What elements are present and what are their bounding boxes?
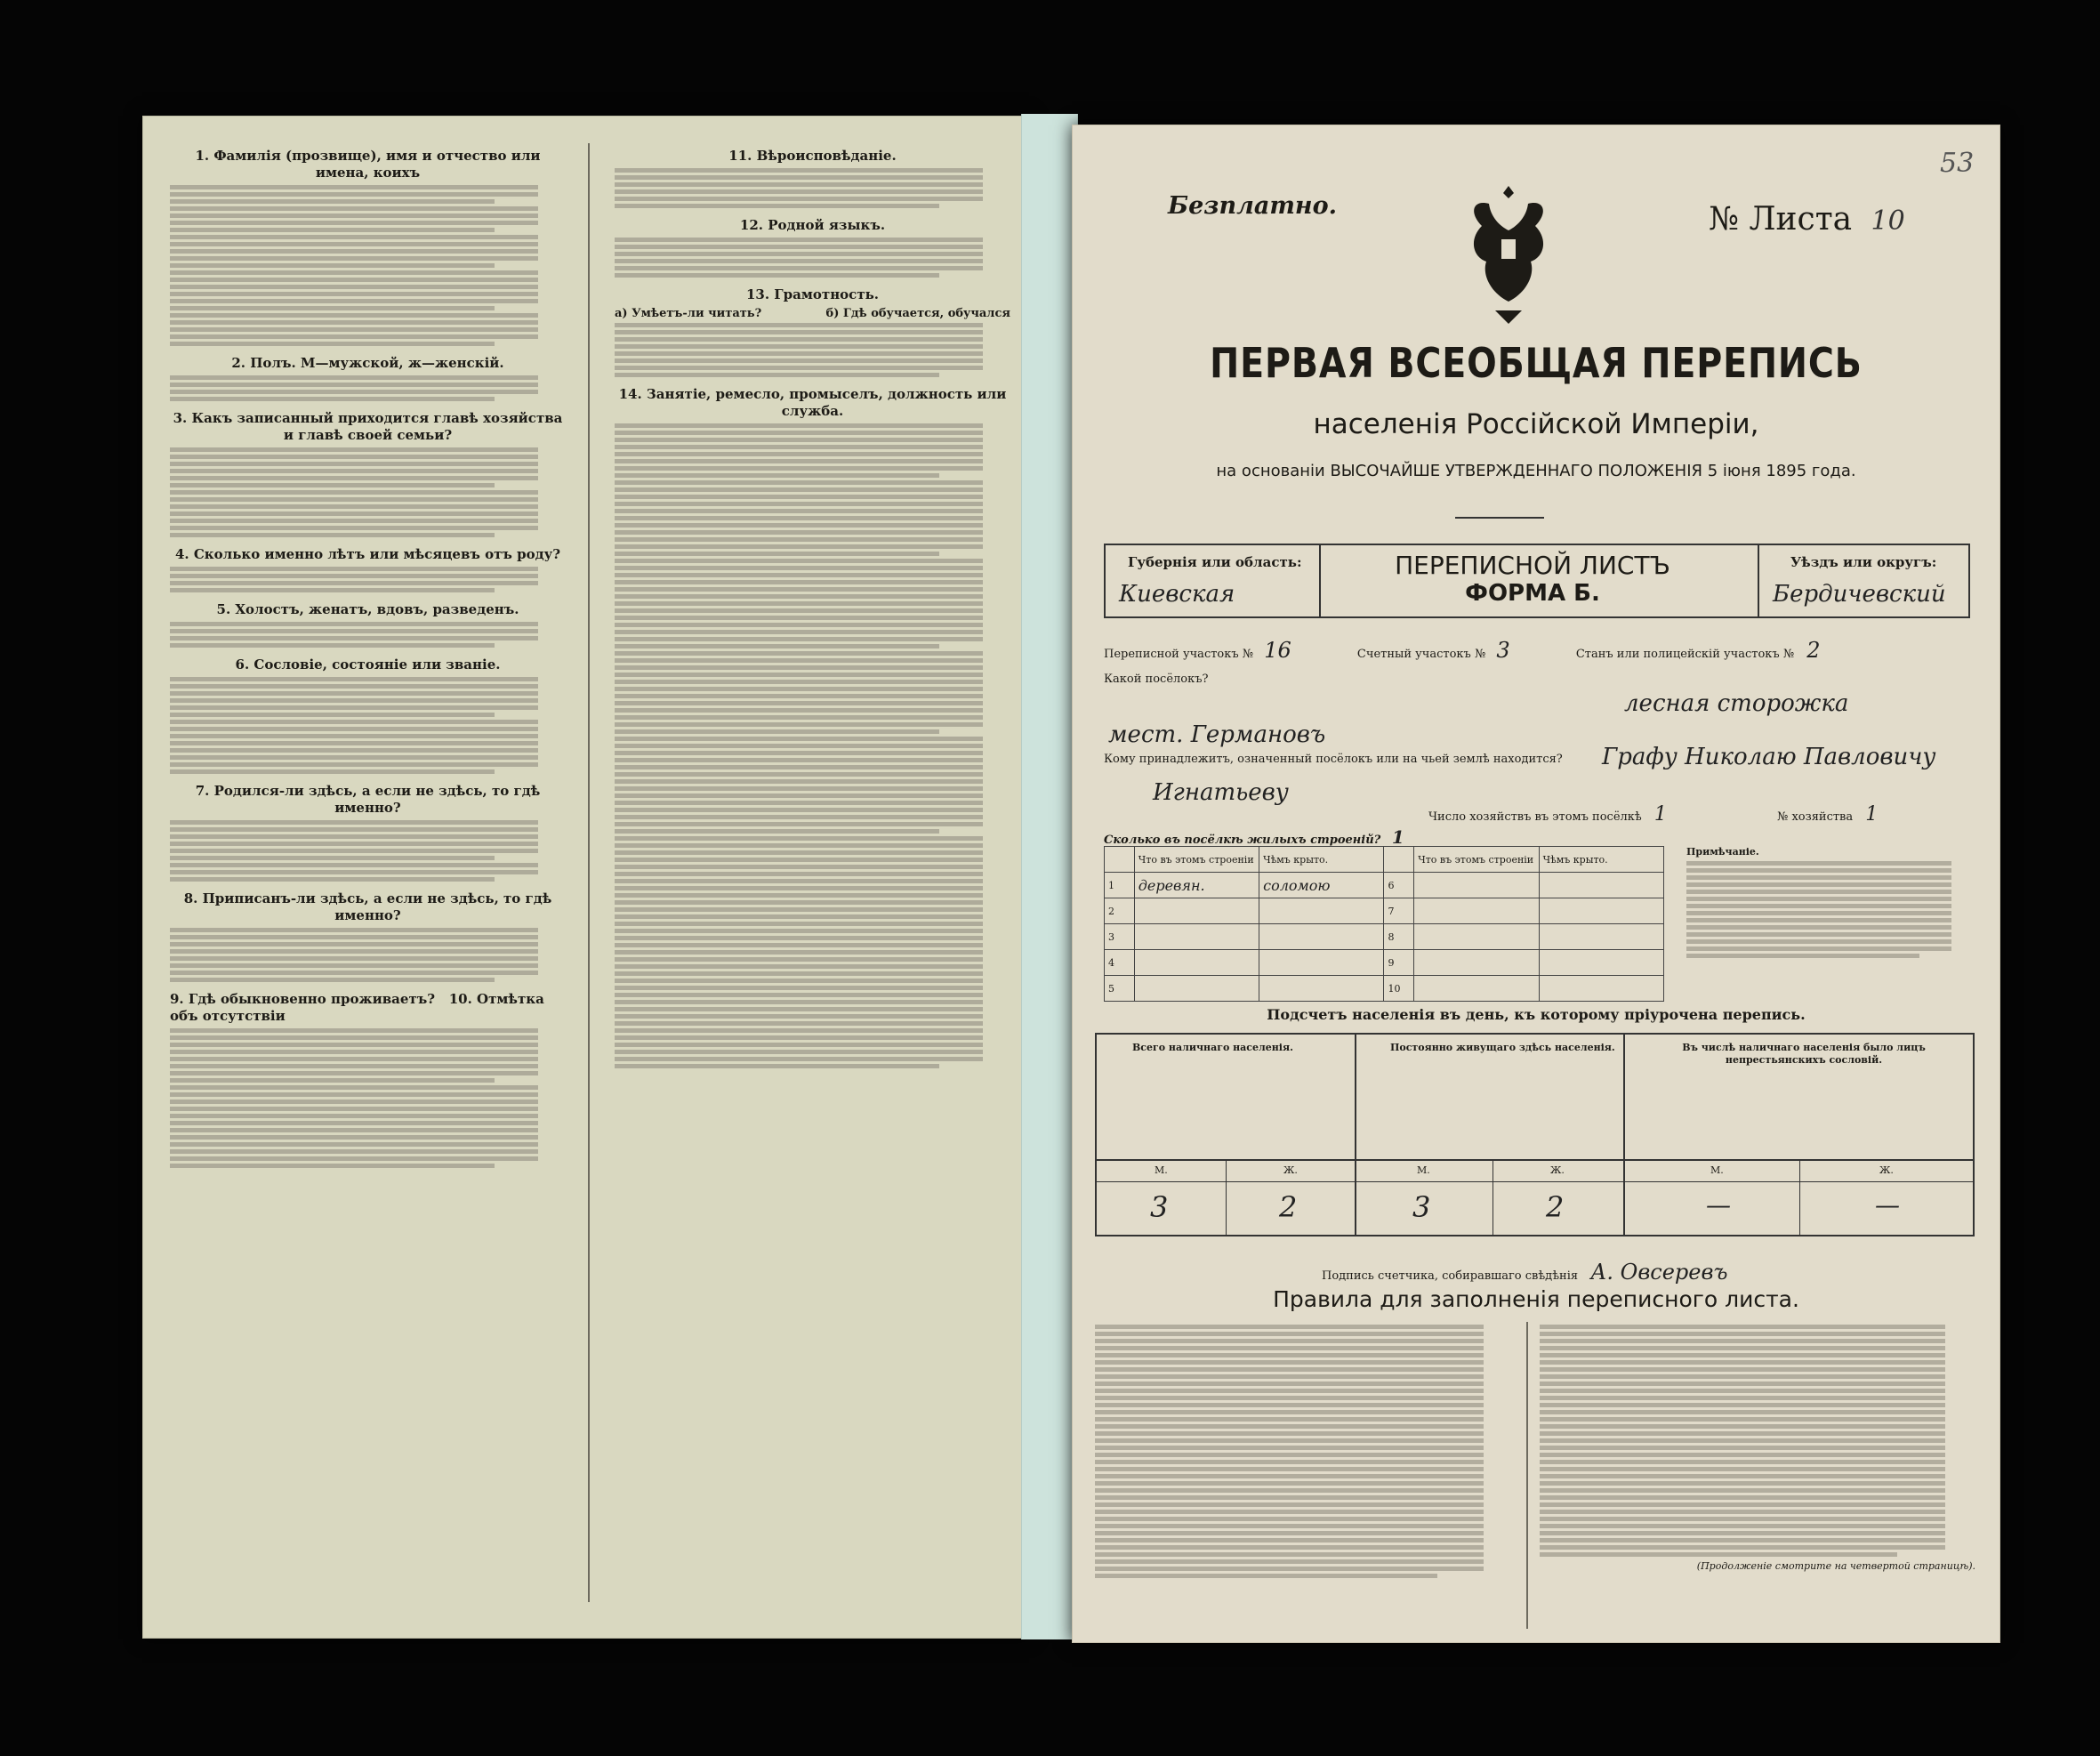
free-label: Безплатно. — [1168, 192, 1338, 220]
counting-district-value: 3 — [1496, 638, 1510, 663]
row-number: 2 — [1105, 898, 1135, 924]
book-gutter — [1021, 114, 1078, 1639]
instruction-heading: 2. Полъ. М—мужской, ж—женскій. — [231, 355, 504, 371]
uezd-value: Бердичевский — [1773, 581, 1946, 608]
continuation-note: (Продолженіе смотрите на четвертой страницѣ). — [1696, 1560, 1975, 1572]
summary-value: 2 — [1279, 1190, 1298, 1224]
form-subtitle: населенія Россійской Имперіи, — [1313, 408, 1759, 440]
census-district-value: 16 — [1264, 638, 1291, 663]
summary-col-1: Всего наличнаго населенія. — [1132, 1042, 1293, 1053]
m-label: М. — [1155, 1164, 1168, 1176]
households-row — [1428, 803, 1878, 826]
households-label: Число хозяйствъ въ этомъ посёлкѣ — [1428, 810, 1642, 824]
double-headed-eagle-icon — [1464, 177, 1553, 328]
census-sheet-title: ПЕРЕПИСНОЙ ЛИСТЪ — [1395, 551, 1670, 580]
row-number: 8 — [1384, 924, 1414, 950]
summary-heading: Подсчетъ населенія въ день, къ которому пріурочена перепись. — [1267, 1006, 1806, 1023]
police-district-label: Станъ или полицейскій участокъ № — [1575, 648, 1795, 661]
instruction-heading: 14. Занятіе, ремесло, промыселъ, должность или служба. — [618, 386, 1007, 419]
rules-title: Правила для заполненія переписного листа. — [1273, 1286, 1799, 1312]
police-district-value: 2 — [1806, 638, 1821, 663]
district-row — [1104, 638, 1821, 663]
summary-col-3: Въ числѣ наличнаго населенія было лицъ непрестьянскихъ сословій. — [1682, 1042, 1926, 1066]
row-number: 9 — [1384, 950, 1414, 976]
table-header: Чѣмъ крыто. — [1539, 847, 1663, 873]
sheet-number-handwritten: 10 — [1871, 205, 1905, 237]
heading-10: 10. Отмѣтка объ отсутствіи — [170, 991, 544, 1024]
heading-13b: б) Гдѣ обучается, обучался — [825, 307, 1010, 320]
summary-value: 3 — [1150, 1190, 1169, 1224]
instruction-heading: 11. Вѣроисповѣданіе. — [728, 148, 897, 164]
summary-col-2: Постоянно живущаго здѣсь населенія. — [1390, 1042, 1615, 1053]
table-note — [1686, 846, 1971, 961]
instructions-column-right — [615, 139, 1010, 1611]
gubernia-label: Губернія или область: — [1128, 554, 1302, 570]
instruction-heading: 5. Холостъ, женатъ, вдовъ, разведенъ. — [216, 601, 519, 617]
signature-row — [1322, 1260, 1727, 1285]
census-district-label: Переписной участокъ № — [1104, 648, 1254, 661]
instruction-heading — [170, 991, 566, 1025]
census-form-page — [1072, 125, 2000, 1643]
rules-column-right — [1540, 1322, 1975, 1573]
settlement-value-2: мест. Германовъ — [1108, 721, 1326, 748]
instructions-column-left — [170, 139, 566, 1611]
form-name: ФОРМА Б. — [1465, 580, 1600, 607]
owner-value-1: Графу Николаю Павловичу — [1602, 744, 1936, 770]
population-summary-box — [1095, 1033, 1975, 1236]
counting-district-label: Счетный участокъ № — [1356, 648, 1486, 661]
household-number-label: № хозяйства — [1777, 810, 1854, 824]
row-number: 4 — [1105, 950, 1135, 976]
sheet-number — [1709, 201, 1905, 238]
instruction-heading: 4. Сколько именно лѣтъ или мѣсяцевъ отъ роду? — [174, 546, 561, 562]
instruction-heading: 1. Фамилія (прозвище), имя и отчество или имена, коихъ — [195, 148, 541, 181]
settlement-value-1: лесная сторожка — [1624, 690, 1849, 717]
row-number: 3 — [1105, 924, 1135, 950]
rules-column-left — [1095, 1322, 1513, 1581]
signature-value: А. Овсеревъ — [1590, 1260, 1728, 1285]
instruction-heading: 6. Сословіе, состояніе или званіе. — [235, 656, 501, 673]
signature-label: Подпись счетчика, собиравшаго свѣдѣнія — [1322, 1269, 1579, 1283]
form-header-box — [1104, 544, 1970, 618]
form-title: ПЕРВАЯ ВСЕОБЩАЯ ПЕРЕПИСЬ — [1210, 339, 1863, 387]
uezd-label: Уѣздъ или округъ: — [1790, 554, 1937, 570]
summary-value: — — [1706, 1190, 1731, 1220]
form-basis: на основаніи ВЫСОЧАЙШЕ УТВЕРЖДЕННАГО ПОЛОЖЕНІЯ 5 іюня 1895 года. — [1216, 462, 1856, 480]
table-header: Чѣмъ крыто. — [1259, 847, 1384, 873]
buildings-value: 1 — [1391, 826, 1404, 848]
household-number-value: 1 — [1865, 803, 1879, 826]
summary-value: 3 — [1412, 1190, 1431, 1224]
row-number: 7 — [1384, 898, 1414, 924]
buildings-label: Сколько въ посёлкѣ жилыхъ строеній? — [1104, 834, 1381, 847]
row-number: 10 — [1384, 976, 1414, 1002]
f-label: Ж. — [1879, 1164, 1894, 1176]
m-label: М. — [1417, 1164, 1430, 1176]
heading-13a: а) Умѣетъ-ли читать? — [615, 307, 762, 320]
instruction-heading: 8. Приписанъ-ли здѣсь, а если не здѣсь, то гдѣ именно? — [183, 890, 552, 923]
heading-9: 9. Гдѣ обыкновенно проживаетъ? — [170, 991, 436, 1007]
sheet-label: № Листа — [1709, 201, 1853, 238]
owner-label: Кому принадлежитъ, означенный посёлокъ или на чьей землѣ находится? — [1104, 753, 1563, 766]
instruction-heading: 7. Родился-ли здѣсь, а если не здѣсь, то гдѣ именно? — [195, 783, 541, 816]
instructions-page — [142, 116, 1029, 1639]
gubernia-value: Киевская — [1119, 581, 1235, 608]
f-label: Ж. — [1283, 1164, 1298, 1176]
row-number: 5 — [1105, 976, 1135, 1002]
instruction-heading: 3. Какъ записанный приходится главѣ хозяйства и главѣ своей семьи? — [173, 410, 563, 443]
settlement-label: Какой посёлокъ? — [1104, 673, 1209, 686]
households-value: 1 — [1653, 803, 1667, 826]
m-label: М. — [1710, 1164, 1724, 1176]
roof-type-cell: соломою — [1259, 873, 1384, 898]
building-type-cell: деревян. — [1134, 873, 1259, 898]
summary-value: 2 — [1546, 1190, 1565, 1224]
row-number: 6 — [1384, 873, 1414, 898]
table-header: Что въ этомъ строеніи — [1134, 847, 1259, 873]
buildings-table — [1104, 846, 1664, 1002]
note-label: Примѣчаніе. — [1686, 846, 1759, 858]
row-number: 1 — [1105, 873, 1135, 898]
summary-value: — — [1875, 1190, 1900, 1220]
instruction-heading: 12. Родной языкъ. — [739, 217, 886, 233]
buildings-row — [1104, 826, 1404, 848]
pencil-page-number: 53 — [1940, 148, 1975, 179]
f-label: Ж. — [1550, 1164, 1565, 1176]
table-header: Что въ этомъ строеніи — [1414, 847, 1539, 873]
instruction-heading: 13. Грамотность. — [745, 286, 880, 302]
owner-value-2: Игнатьеву — [1153, 779, 1289, 806]
